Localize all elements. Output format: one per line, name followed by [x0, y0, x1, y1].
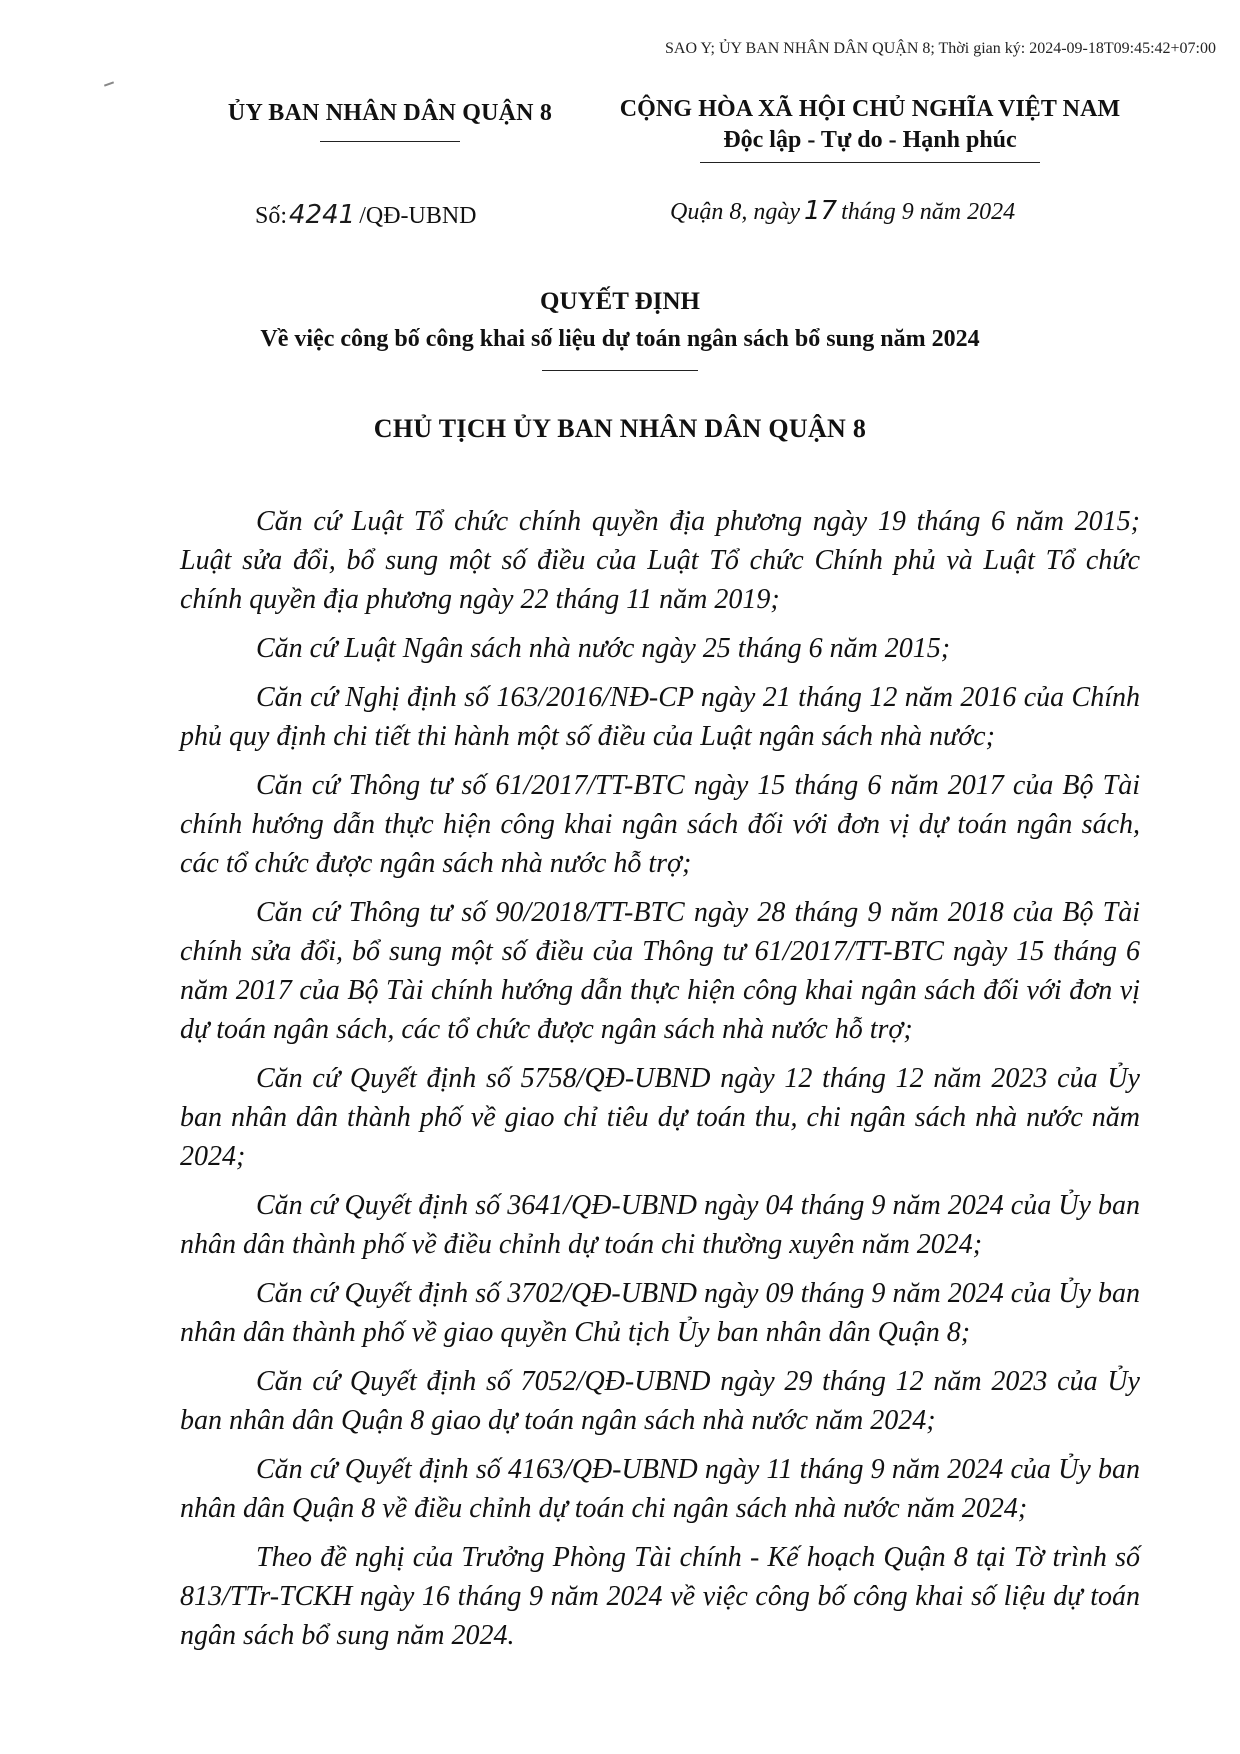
document-date [670, 196, 1015, 226]
national-header-block [600, 96, 1140, 163]
issuing-agency: ỦY BAN NHÂN DÂN QUẬN 8 [227, 100, 553, 126]
title-divider [542, 370, 698, 371]
doc-number-suffix: /QĐ-UBND [359, 203, 477, 229]
legal-basis-paragraph: Căn cứ Thông tư số 61/2017/TT-BTC ngày 15 tháng 6 năm 2017 của Bộ Tài chính hướng dẫn thực hiện công khai ngân sách đối với đơn vị dự toán ngân sách, các tổ chức được ngân sách nhà nước hỗ trợ; [180, 770, 1140, 879]
date-suffix: tháng 9 năm 2024 [841, 199, 1016, 225]
doc-number-prefix: Số: [255, 203, 288, 229]
legal-basis-paragraph: Căn cứ Quyết định số 3702/QĐ-UBND ngày 09 tháng 9 năm 2024 của Ủy ban nhân dân thành phố về giao quyền Chủ tịch Ủy ban nhân dân Quận 8; [180, 1278, 1140, 1348]
document-number [255, 200, 477, 230]
national-motto: Độc lập - Tự do - Hạnh phúc [723, 127, 1017, 153]
legal-basis-paragraph: Căn cứ Thông tư số 90/2018/TT-BTC ngày 28 tháng 9 năm 2018 của Bộ Tài chính sửa đổi, bổ sung một số điều của Thông tư 61/2017/TT-BTC ngày 15 tháng 6 năm 2017 của Bộ Tài chính hướng dẫn thực hiện công khai ngân sách đối với đơn vị dự toán ngân sách, các tổ chức được ngân sách nhà nước hỗ trợ; [180, 897, 1140, 1045]
document-subtitle: Về việc công bố công khai số liệu dự toán ngân sách bổ sung năm 2024 [260, 326, 980, 352]
legal-basis-paragraph: Căn cứ Luật Ngân sách nhà nước ngày 25 tháng 6 năm 2015; [256, 633, 951, 664]
country-name: CỘNG HÒA XÃ HỘI CHỦ NGHĨA VIỆT NAM [619, 96, 1121, 122]
date-prefix: Quận 8, ngày [670, 199, 800, 225]
digital-copy-stamp: SAO Y; ỦY BAN NHÂN DÂN QUẬN 8; Thời gian ký: 2024-09-18T09:45:42+07:00 [665, 40, 1216, 57]
legal-basis-paragraph: Căn cứ Quyết định số 3641/QĐ-UBND ngày 04 tháng 9 năm 2024 của Ủy ban nhân dân thành phố về điều chỉnh dự toán chi thường xuyên năm 2024; [180, 1190, 1140, 1260]
legal-basis-paragraph: Căn cứ Quyết định số 7052/QĐ-UBND ngày 29 tháng 12 năm 2023 của Ủy ban nhân dân Quận 8 giao dự toán ngân sách nhà nước năm 2024; [180, 1366, 1140, 1436]
authority-heading: CHỦ TỊCH ỦY BAN NHÂN DÂN QUẬN 8 [373, 414, 867, 443]
document-title: QUYẾT ĐỊNH [540, 288, 700, 315]
date-day-handwritten: 17 [803, 196, 838, 226]
legal-basis-paragraph: Căn cứ Quyết định số 4163/QĐ-UBND ngày 11 tháng 9 năm 2024 của Ủy ban nhân dân Quận 8 về điều chỉnh dự toán chi ngân sách nhà nước năm 2024; [180, 1454, 1140, 1524]
legal-basis-paragraph: Căn cứ Quyết định số 5758/QĐ-UBND ngày 12 tháng 12 năm 2023 của Ủy ban nhân dân thành phố về giao chỉ tiêu dự toán thu, chi ngân sách nhà nước năm 2024; [180, 1063, 1140, 1172]
doc-number-handwritten: 4241 [289, 200, 356, 230]
document-body [180, 502, 1140, 1665]
motto-divider [700, 162, 1040, 163]
agency-divider [320, 141, 460, 142]
legal-basis-paragraph: Căn cứ Nghị định số 163/2016/NĐ-CP ngày 21 tháng 12 năm 2016 của Chính phủ quy định chi tiết thi hành một số điều của Luật ngân sách nhà nước; [180, 682, 1140, 752]
legal-basis-paragraph: Căn cứ Luật Tổ chức chính quyền địa phương ngày 19 tháng 6 năm 2015; Luật sửa đổi, bổ sung một số điều của Luật Tổ chức Chính phủ và Luật Tổ chức chính quyền địa phương ngày 22 tháng 11 năm 2019; [180, 506, 1140, 615]
issuing-agency-block [200, 100, 580, 142]
proposal-paragraph: Theo đề nghị của Trưởng Phòng Tài chính - Kế hoạch Quận 8 tại Tờ trình số 813/TTr-TCKH ngày 16 tháng 9 năm 2024 về việc công bố công khai số liệu dự toán ngân sách bổ sung năm 2024. [180, 1542, 1140, 1651]
scan-speck [104, 81, 114, 86]
